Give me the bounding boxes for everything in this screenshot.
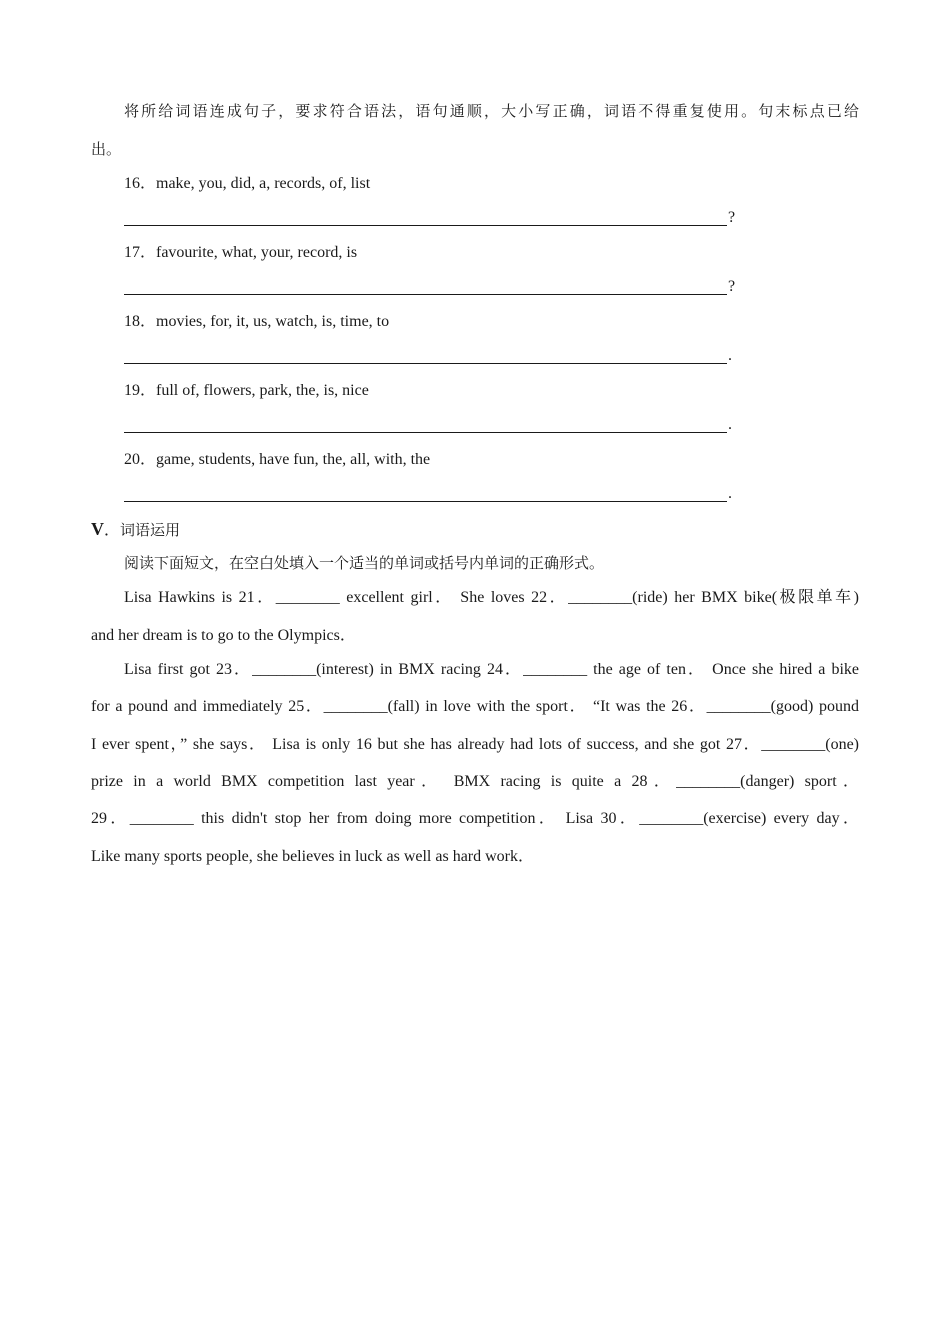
passage-p1-line2: and her dream is to go to the Olympics． (91, 627, 356, 644)
intro-instruction-line2: 出。 (91, 140, 122, 158)
passage-p2-line2: for a pound and immediately 25．________(fall) in love with the sport． “It was the 26．________(good) pound (91, 698, 859, 715)
answer-line (124, 294, 727, 295)
question-17-answer[interactable] (124, 277, 744, 297)
end-punctuation: ? (728, 209, 736, 226)
end-punctuation: ? (728, 278, 736, 295)
passage-p2-line6: Like many sports people, she believes in luck as well as hard work． (91, 848, 535, 865)
question-18-words: 18．movies, for, it, us, watch, is, time, to (124, 313, 390, 330)
passage-p1-line1: Lisa Hawkins is 21．________ excellent girl． She loves 22．________(ride) her BMX bike(极限单车) (124, 589, 859, 606)
question-16-answer[interactable] (124, 208, 744, 228)
section-heading (91, 519, 180, 541)
question-19-words: 19．full of, flowers, park, the, is, nice (124, 382, 369, 399)
answer-line (124, 432, 727, 433)
end-punctuation: . (728, 416, 732, 433)
passage-p2-line5: 29．________ this didn't stop her from doing more competition． Lisa 30．________(exercise) every day． (91, 810, 859, 827)
section-title: 词语运用 (120, 521, 181, 539)
question-20-answer[interactable] (124, 484, 744, 504)
intro-instruction-line1: 将所给词语连成句子，要求符合语法，语句通顺，大小写正确，词语不得重复使用。句末标点已给 (124, 102, 859, 120)
answer-line (124, 363, 727, 364)
question-17-words: 17．favourite, what, your, record, is (124, 244, 358, 261)
question-18-answer[interactable] (124, 346, 744, 366)
passage-p2-line1: Lisa first got 23．________(interest) in BMX racing 24．________ the age of ten． Once she hired a bike (124, 661, 860, 678)
passage-p2-line4: prize in a world BMX competition last year． BMX racing is quite a 28．________(danger) sport． (91, 773, 859, 790)
end-punctuation: . (728, 485, 732, 502)
end-punctuation: . (728, 347, 732, 364)
question-16-words: 16．make, you, did, a, records, of, list (124, 175, 371, 192)
question-19-answer[interactable] (124, 415, 744, 435)
answer-line (124, 225, 727, 226)
section-instruction: 阅读下面短文，在空白处填入一个适当的单词或括号内单词的正确形式。 (124, 554, 605, 572)
question-20-words: 20．game, students, have fun, the, all, with, the (124, 451, 431, 468)
section-number: V (91, 519, 104, 539)
passage-p2-line3: I ever spent，” she says． Lisa is only 16 but she has already had lots of success, and she got 27．________(one) (91, 736, 860, 753)
answer-line (124, 501, 727, 502)
section-dot: ． (104, 522, 121, 539)
